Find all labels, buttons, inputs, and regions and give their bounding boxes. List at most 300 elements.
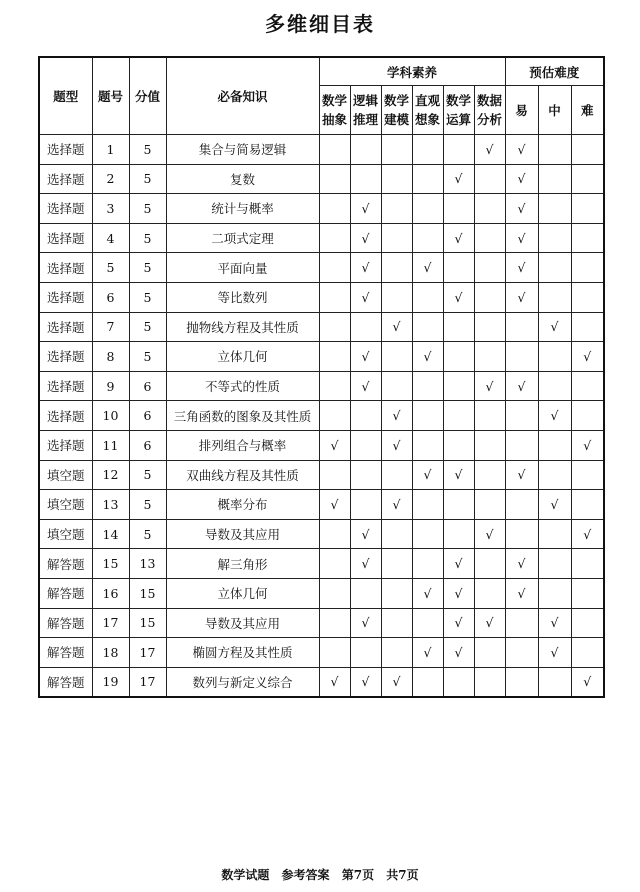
cell-difficulty-check [505,638,538,668]
cell-literacy-check [474,194,505,224]
page-title: 多维细目表 [265,12,375,36]
cell-difficulty-check [571,223,604,253]
header-difficulty-1: 中 [538,86,571,135]
cell-literacy-check: √ [381,401,412,431]
cell-type: 解答题 [39,667,92,697]
cell-difficulty-check [571,549,604,579]
cell-difficulty-check: √ [505,549,538,579]
cell-num: 9 [92,371,129,401]
header-literacy-part: 数学 [321,93,347,108]
cell-literacy-check [412,401,443,431]
header-literacy-part: 分析 [477,112,503,127]
cell-literacy-check [319,549,350,579]
cell-knowledge: 平面向量 [166,253,319,283]
cell-literacy-check [381,223,412,253]
cell-literacy-check: √ [350,223,381,253]
table-row [39,578,604,608]
cell-literacy-check [412,135,443,165]
cell-type: 选择题 [39,223,92,253]
cell-literacy-check: √ [381,312,412,342]
cell-difficulty-check [538,371,571,401]
cell-difficulty-check [505,401,538,431]
cell-score: 5 [129,223,166,253]
cell-num: 12 [92,460,129,490]
table-row [39,519,604,549]
cell-difficulty-check [538,135,571,165]
cell-literacy-check [412,519,443,549]
cell-difficulty-check [571,282,604,312]
table-row [39,549,604,579]
cell-difficulty-check [571,460,604,490]
cell-score: 5 [129,312,166,342]
cell-literacy-check [350,430,381,460]
header-literacy-part: 建模 [383,112,409,127]
cell-literacy-check [412,223,443,253]
cell-literacy-check [412,194,443,224]
header-literacy-2 [381,86,412,135]
cell-difficulty-check [538,667,571,697]
header-literacy-1 [350,86,381,135]
cell-knowledge: 不等式的性质 [166,371,319,401]
header-literacy-3 [412,86,443,135]
cell-literacy-check [350,578,381,608]
cell-num: 8 [92,342,129,372]
header-difficulty-2: 难 [571,86,604,135]
cell-knowledge: 双曲线方程及其性质 [166,460,319,490]
cell-knowledge: 立体几何 [166,578,319,608]
cell-difficulty-check [538,519,571,549]
table-row [39,371,604,401]
cell-difficulty-check: √ [505,164,538,194]
table-row [39,460,604,490]
cell-num: 6 [92,282,129,312]
cell-num: 4 [92,223,129,253]
cell-difficulty-check [538,460,571,490]
cell-score: 6 [129,401,166,431]
cell-literacy-check [412,667,443,697]
cell-literacy-check [319,342,350,372]
header-knowledge: 必备知识 [166,57,319,135]
table-row [39,135,604,165]
cell-difficulty-check [571,608,604,638]
cell-knowledge: 三角函数的图象及其性质 [166,401,319,431]
cell-literacy-check [350,401,381,431]
cell-score: 15 [129,608,166,638]
cell-literacy-check [443,194,474,224]
header-literacy-part: 逻辑 [352,93,378,108]
table-row [39,430,604,460]
cell-literacy-check [474,460,505,490]
cell-literacy-check [319,312,350,342]
cell-type: 选择题 [39,194,92,224]
cell-difficulty-check: √ [571,667,604,697]
header-literacy-5 [474,86,505,135]
table-row [39,312,604,342]
cell-literacy-check [412,608,443,638]
cell-difficulty-check [571,312,604,342]
header-literacy-4 [443,86,474,135]
cell-score: 5 [129,164,166,194]
cell-literacy-check: √ [381,430,412,460]
cell-literacy-check [443,135,474,165]
cell-num: 3 [92,194,129,224]
cell-knowledge: 导数及其应用 [166,608,319,638]
cell-num: 7 [92,312,129,342]
cell-literacy-check: √ [350,282,381,312]
cell-difficulty-check [571,164,604,194]
cell-knowledge: 导数及其应用 [166,519,319,549]
cell-type: 选择题 [39,135,92,165]
cell-type: 选择题 [39,282,92,312]
cell-literacy-check [474,342,505,372]
cell-difficulty-check [571,638,604,668]
cell-knowledge: 二项式定理 [166,223,319,253]
cell-literacy-check [443,312,474,342]
cell-literacy-check [350,164,381,194]
cell-literacy-check: √ [443,549,474,579]
table-row [39,608,604,638]
cell-difficulty-check: √ [505,460,538,490]
cell-literacy-check [350,135,381,165]
cell-literacy-check: √ [412,342,443,372]
cell-score: 6 [129,430,166,460]
header-difficulty-0: 易 [505,86,538,135]
cell-literacy-check: √ [443,460,474,490]
cell-literacy-check [412,430,443,460]
footer-page: 第7页 [341,868,375,882]
cell-num: 19 [92,667,129,697]
cell-literacy-check: √ [319,430,350,460]
cell-literacy-check: √ [381,667,412,697]
header-difficulty-group: 预估难度 [505,57,604,86]
cell-literacy-check [381,638,412,668]
cell-type: 解答题 [39,608,92,638]
cell-knowledge: 椭圆方程及其性质 [166,638,319,668]
cell-type: 解答题 [39,549,92,579]
header-literacy-part: 想象 [414,112,440,127]
cell-difficulty-check [538,223,571,253]
cell-difficulty-check: √ [538,490,571,520]
cell-literacy-check [412,164,443,194]
cell-knowledge: 数列与新定义综合 [166,667,319,697]
cell-literacy-check [443,519,474,549]
cell-difficulty-check [505,430,538,460]
cell-num: 17 [92,608,129,638]
cell-difficulty-check: √ [505,223,538,253]
cell-difficulty-check: √ [505,194,538,224]
cell-difficulty-check: √ [505,135,538,165]
cell-knowledge: 统计与概率 [166,194,319,224]
cell-literacy-check [443,667,474,697]
cell-literacy-check [319,638,350,668]
cell-literacy-check [319,253,350,283]
cell-literacy-check [381,371,412,401]
cell-difficulty-check [571,194,604,224]
cell-difficulty-check [571,490,604,520]
table-row [39,667,604,697]
cell-literacy-check [412,549,443,579]
header-literacy-part: 数据 [477,93,503,108]
cell-literacy-check: √ [443,638,474,668]
cell-difficulty-check [505,519,538,549]
cell-literacy-check: √ [412,578,443,608]
cell-literacy-check [443,490,474,520]
cell-literacy-check: √ [412,638,443,668]
cell-type: 选择题 [39,312,92,342]
cell-literacy-check: √ [350,667,381,697]
cell-score: 5 [129,342,166,372]
header-literacy-part: 数学 [383,93,409,108]
cell-num: 2 [92,164,129,194]
cell-literacy-check: √ [350,253,381,283]
cell-literacy-check: √ [474,519,505,549]
cell-knowledge: 排列组合与概率 [166,430,319,460]
cell-literacy-check: √ [443,223,474,253]
cell-literacy-check [443,401,474,431]
cell-literacy-check: √ [350,194,381,224]
cell-difficulty-check: √ [571,430,604,460]
header-literacy-part: 推理 [352,112,378,127]
cell-num: 16 [92,578,129,608]
specification-table [38,56,605,698]
footer-total: 共7页 [386,868,419,882]
cell-literacy-check [474,667,505,697]
cell-difficulty-check [571,578,604,608]
table-row [39,194,604,224]
cell-difficulty-check: √ [571,342,604,372]
table-row [39,223,604,253]
cell-literacy-check [474,490,505,520]
footer-subject: 数学试题 [221,868,270,882]
cell-difficulty-check [538,578,571,608]
cell-difficulty-check: √ [538,608,571,638]
table-row [39,253,604,283]
cell-literacy-check [319,371,350,401]
header-literacy-part: 运算 [445,112,471,127]
cell-num: 11 [92,430,129,460]
cell-score: 5 [129,460,166,490]
cell-literacy-check [350,460,381,490]
cell-literacy-check [474,312,505,342]
cell-num: 13 [92,490,129,520]
cell-type: 选择题 [39,430,92,460]
cell-difficulty-check: √ [505,578,538,608]
cell-score: 5 [129,194,166,224]
cell-difficulty-check: √ [538,401,571,431]
cell-difficulty-check [571,401,604,431]
cell-literacy-check: √ [350,342,381,372]
cell-literacy-check: √ [412,253,443,283]
cell-difficulty-check [538,342,571,372]
cell-score: 5 [129,282,166,312]
cell-difficulty-check [571,371,604,401]
cell-literacy-check [319,223,350,253]
cell-literacy-check: √ [474,608,505,638]
cell-type: 选择题 [39,401,92,431]
cell-literacy-check [319,519,350,549]
cell-literacy-check [381,519,412,549]
cell-literacy-check [443,253,474,283]
cell-literacy-check [474,223,505,253]
cell-num: 1 [92,135,129,165]
cell-knowledge: 立体几何 [166,342,319,372]
cell-literacy-check [443,371,474,401]
header-literacy-0 [319,86,350,135]
header-type: 题型 [39,57,92,135]
cell-difficulty-check [505,490,538,520]
cell-difficulty-check [505,608,538,638]
cell-score: 5 [129,490,166,520]
cell-literacy-check [443,430,474,460]
table-row [39,401,604,431]
cell-num: 18 [92,638,129,668]
cell-difficulty-check [538,164,571,194]
header-literacy-part: 数学 [445,93,471,108]
cell-literacy-check [381,194,412,224]
cell-literacy-check [381,282,412,312]
cell-difficulty-check [505,667,538,697]
cell-difficulty-check: √ [505,371,538,401]
table-row [39,164,604,194]
cell-literacy-check: √ [474,371,505,401]
cell-score: 5 [129,135,166,165]
cell-type: 填空题 [39,519,92,549]
cell-literacy-check [474,401,505,431]
cell-difficulty-check [538,430,571,460]
cell-literacy-check [350,312,381,342]
cell-literacy-check [474,164,505,194]
cell-difficulty-check [571,135,604,165]
cell-type: 选择题 [39,342,92,372]
table-row [39,490,604,520]
cell-difficulty-check: √ [505,253,538,283]
cell-num: 5 [92,253,129,283]
cell-type: 填空题 [39,460,92,490]
cell-num: 10 [92,401,129,431]
cell-literacy-check: √ [474,135,505,165]
cell-literacy-check [381,578,412,608]
cell-difficulty-check [571,253,604,283]
cell-knowledge: 复数 [166,164,319,194]
cell-literacy-check [412,490,443,520]
cell-num: 14 [92,519,129,549]
cell-literacy-check: √ [381,490,412,520]
cell-difficulty-check: √ [538,638,571,668]
cell-literacy-check [474,549,505,579]
cell-score: 15 [129,578,166,608]
header-literacy-part: 抽象 [321,112,347,127]
table-row [39,342,604,372]
cell-literacy-check [319,135,350,165]
cell-literacy-check [319,578,350,608]
cell-score: 13 [129,549,166,579]
cell-literacy-check: √ [350,519,381,549]
cell-knowledge: 等比数列 [166,282,319,312]
cell-difficulty-check [505,312,538,342]
cell-literacy-check: √ [319,667,350,697]
cell-knowledge: 抛物线方程及其性质 [166,312,319,342]
cell-literacy-check [474,638,505,668]
page-footer [0,866,640,883]
cell-difficulty-check: √ [538,312,571,342]
cell-literacy-check: √ [412,460,443,490]
cell-literacy-check: √ [350,371,381,401]
cell-literacy-check [412,371,443,401]
cell-difficulty-check: √ [505,282,538,312]
cell-difficulty-check [538,194,571,224]
cell-literacy-check: √ [350,549,381,579]
cell-score: 5 [129,253,166,283]
cell-literacy-check [381,342,412,372]
header-literacy-part: 直观 [414,93,440,108]
cell-literacy-check [474,253,505,283]
cell-literacy-check [381,549,412,579]
cell-knowledge: 集合与简易逻辑 [166,135,319,165]
cell-literacy-check [412,312,443,342]
cell-literacy-check: √ [443,164,474,194]
cell-knowledge: 解三角形 [166,549,319,579]
footer-doc: 参考答案 [281,868,330,882]
cell-difficulty-check [505,342,538,372]
cell-literacy-check [474,282,505,312]
cell-literacy-check [474,430,505,460]
cell-literacy-check [474,578,505,608]
cell-literacy-check [319,164,350,194]
cell-type: 解答题 [39,638,92,668]
cell-num: 15 [92,549,129,579]
cell-score: 17 [129,667,166,697]
table-row [39,282,604,312]
cell-literacy-check [443,342,474,372]
cell-literacy-check [381,135,412,165]
cell-type: 选择题 [39,164,92,194]
cell-literacy-check [319,460,350,490]
cell-literacy-check [381,253,412,283]
header-score: 分值 [129,57,166,135]
cell-literacy-check: √ [319,490,350,520]
cell-type: 选择题 [39,253,92,283]
cell-literacy-check [412,282,443,312]
cell-type: 解答题 [39,578,92,608]
cell-literacy-check [350,638,381,668]
cell-difficulty-check [538,282,571,312]
cell-difficulty-check [538,549,571,579]
cell-literacy-check: √ [443,608,474,638]
cell-literacy-check [319,401,350,431]
cell-literacy-check [381,608,412,638]
cell-difficulty-check [538,253,571,283]
header-literacy-group: 学科素养 [319,57,505,86]
cell-knowledge: 概率分布 [166,490,319,520]
cell-literacy-check: √ [350,608,381,638]
header-num: 题号 [92,57,129,135]
cell-type: 选择题 [39,371,92,401]
cell-score: 6 [129,371,166,401]
cell-literacy-check [350,490,381,520]
cell-literacy-check [381,164,412,194]
cell-literacy-check [319,608,350,638]
cell-score: 17 [129,638,166,668]
cell-difficulty-check: √ [571,519,604,549]
cell-literacy-check: √ [443,282,474,312]
cell-literacy-check [319,194,350,224]
table-row [39,638,604,668]
cell-literacy-check [381,460,412,490]
cell-type: 填空题 [39,490,92,520]
cell-score: 5 [129,519,166,549]
cell-literacy-check: √ [443,578,474,608]
cell-literacy-check [319,282,350,312]
